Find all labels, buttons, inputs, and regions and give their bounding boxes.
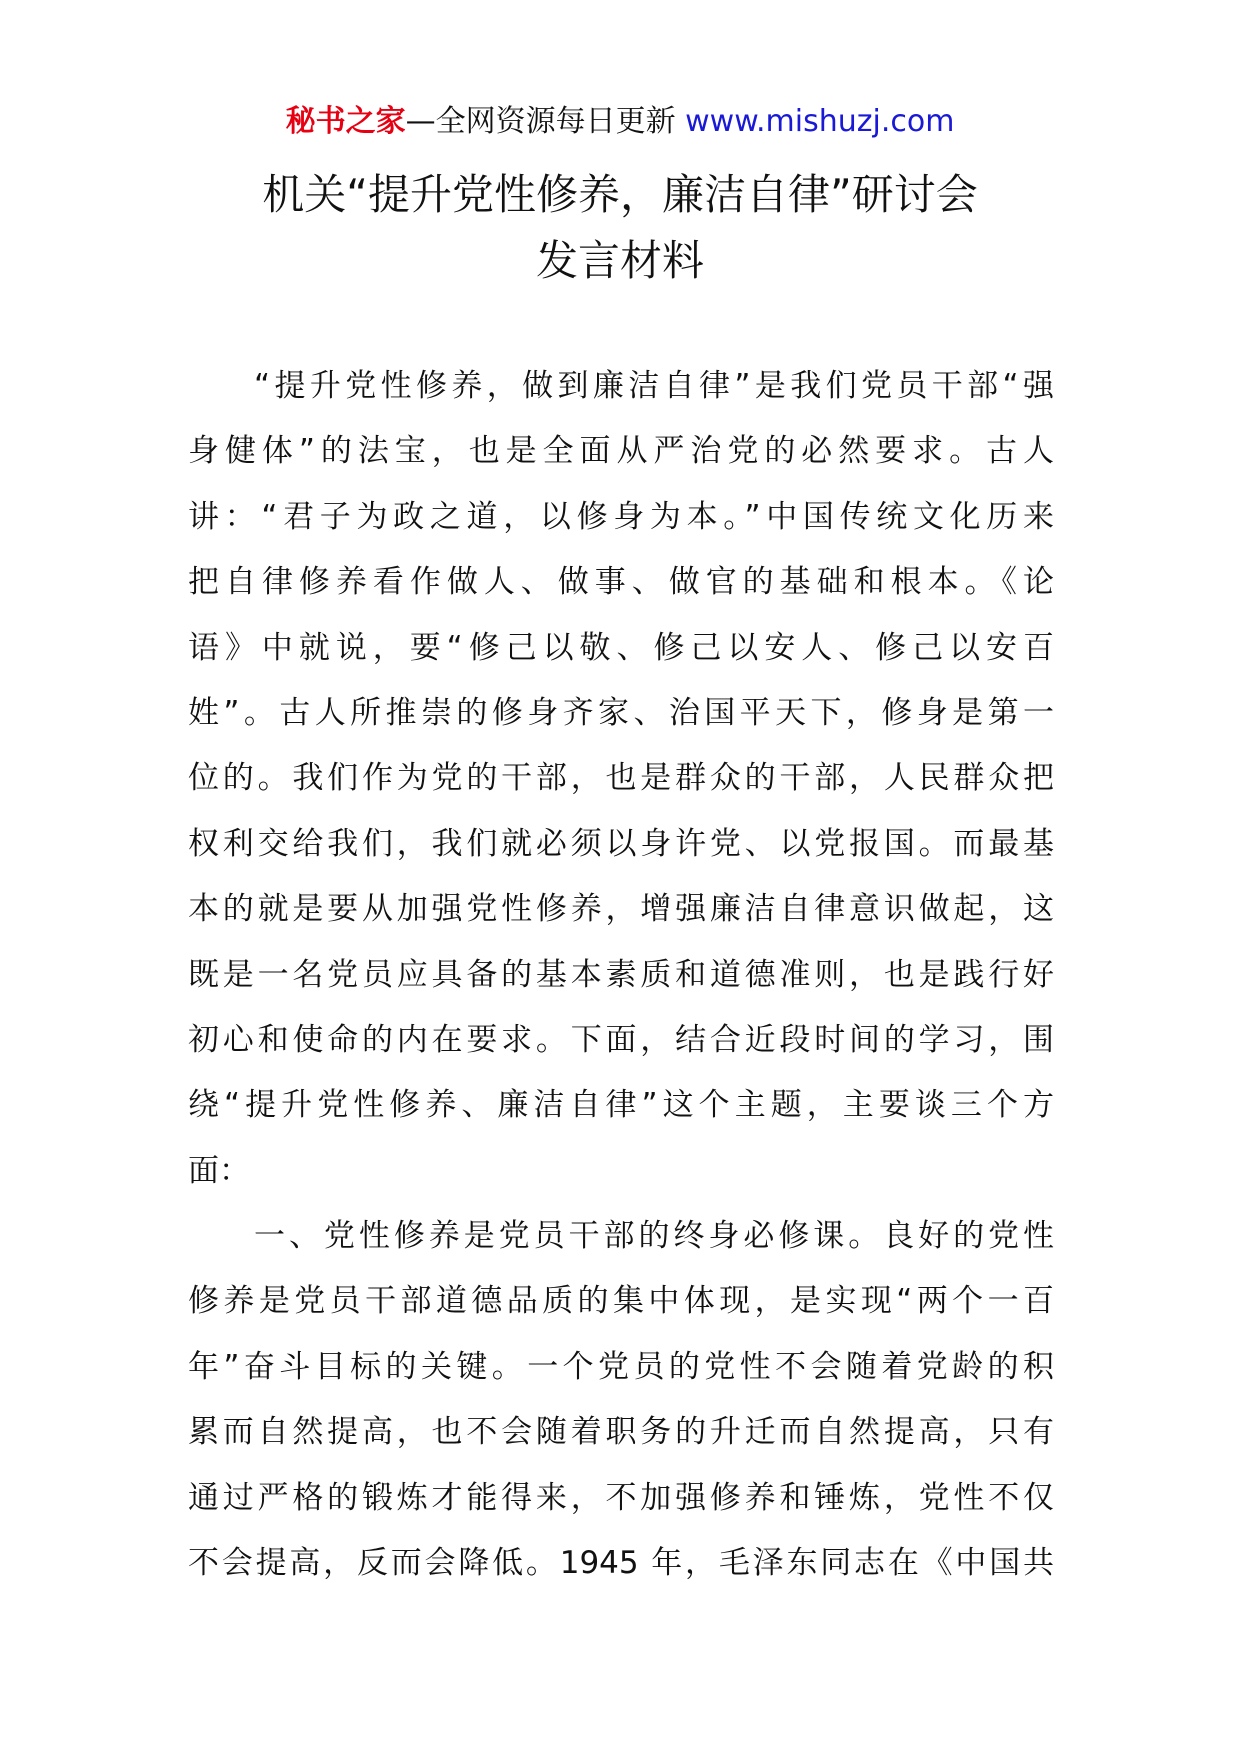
body-line: 年”奋斗目标的关键。一个党员的党性不会随着党龄的积	[188, 1348, 1054, 1385]
body-line: 面：	[188, 1152, 250, 1189]
body-line: 初心和使命的内在要求。下面，结合近段时间的学习，围	[188, 1021, 1054, 1058]
body-line: 绕“提升党性修养、廉洁自律”这个主题，主要谈三个方	[188, 1087, 1054, 1124]
site-brand: 秘书之家	[285, 104, 406, 139]
body-line: 权利交给我们，我们就必须以身许党、以党报国。而最基	[188, 825, 1054, 862]
title-line-1: 机关“提升党性修养，廉洁自律”研讨会	[262, 170, 978, 219]
body-line: 不会提高，反而会降低。1945 年，毛泽东同志在《中国共	[188, 1545, 1054, 1582]
body-line: 既是一名党员应具备的基本素质和道德准则，也是践行好	[188, 956, 1054, 993]
body-line: 姓”。古人所推崇的修身齐家、治国平天下，修身是第一	[188, 694, 1054, 731]
body-line: 位的。我们作为党的干部，也是群众的干部，人民群众把	[188, 760, 1054, 797]
title-line-2: 发言材料	[535, 236, 704, 285]
section-heading-line: 一、党性修养是党员干部的终身必修课。良好的党性	[254, 1218, 1054, 1255]
body-line: 通过严格的锻炼才能得来，不加强修养和锤炼，党性不仅	[188, 1479, 1054, 1516]
site-tagline: —全网资源每日更新	[405, 104, 686, 139]
document-body	[188, 354, 1054, 1596]
body-line: 讲：“君子为政之道，以修身为本。”中国传统文化历来	[188, 498, 1054, 535]
body-line: 本的就是要从加强党性修养，增强廉洁自律意识做起，这	[188, 891, 1054, 928]
body-line: 语》中就说，要“修己以敬、修己以安人、修己以安百	[188, 629, 1054, 666]
body-line: “提升党性修养，做到廉洁自律”是我们党员干部“强	[254, 368, 1054, 404]
site-url-link[interactable]: www.mishuzj.com	[685, 104, 955, 139]
document-title	[150, 162, 1090, 294]
body-line: 修养是党员干部道德品质的集中体现，是实现“两个一百	[188, 1283, 1054, 1320]
body-line: 把自律修养看作做人、做事、做官的基础和根本。《论	[188, 564, 1054, 601]
site-header	[0, 100, 1240, 144]
body-line: 身健体”的法宝，也是全面从严治党的必然要求。古人	[188, 433, 1054, 470]
body-line: 累而自然提高，也不会随着职务的升迁而自然提高，只有	[188, 1414, 1054, 1451]
